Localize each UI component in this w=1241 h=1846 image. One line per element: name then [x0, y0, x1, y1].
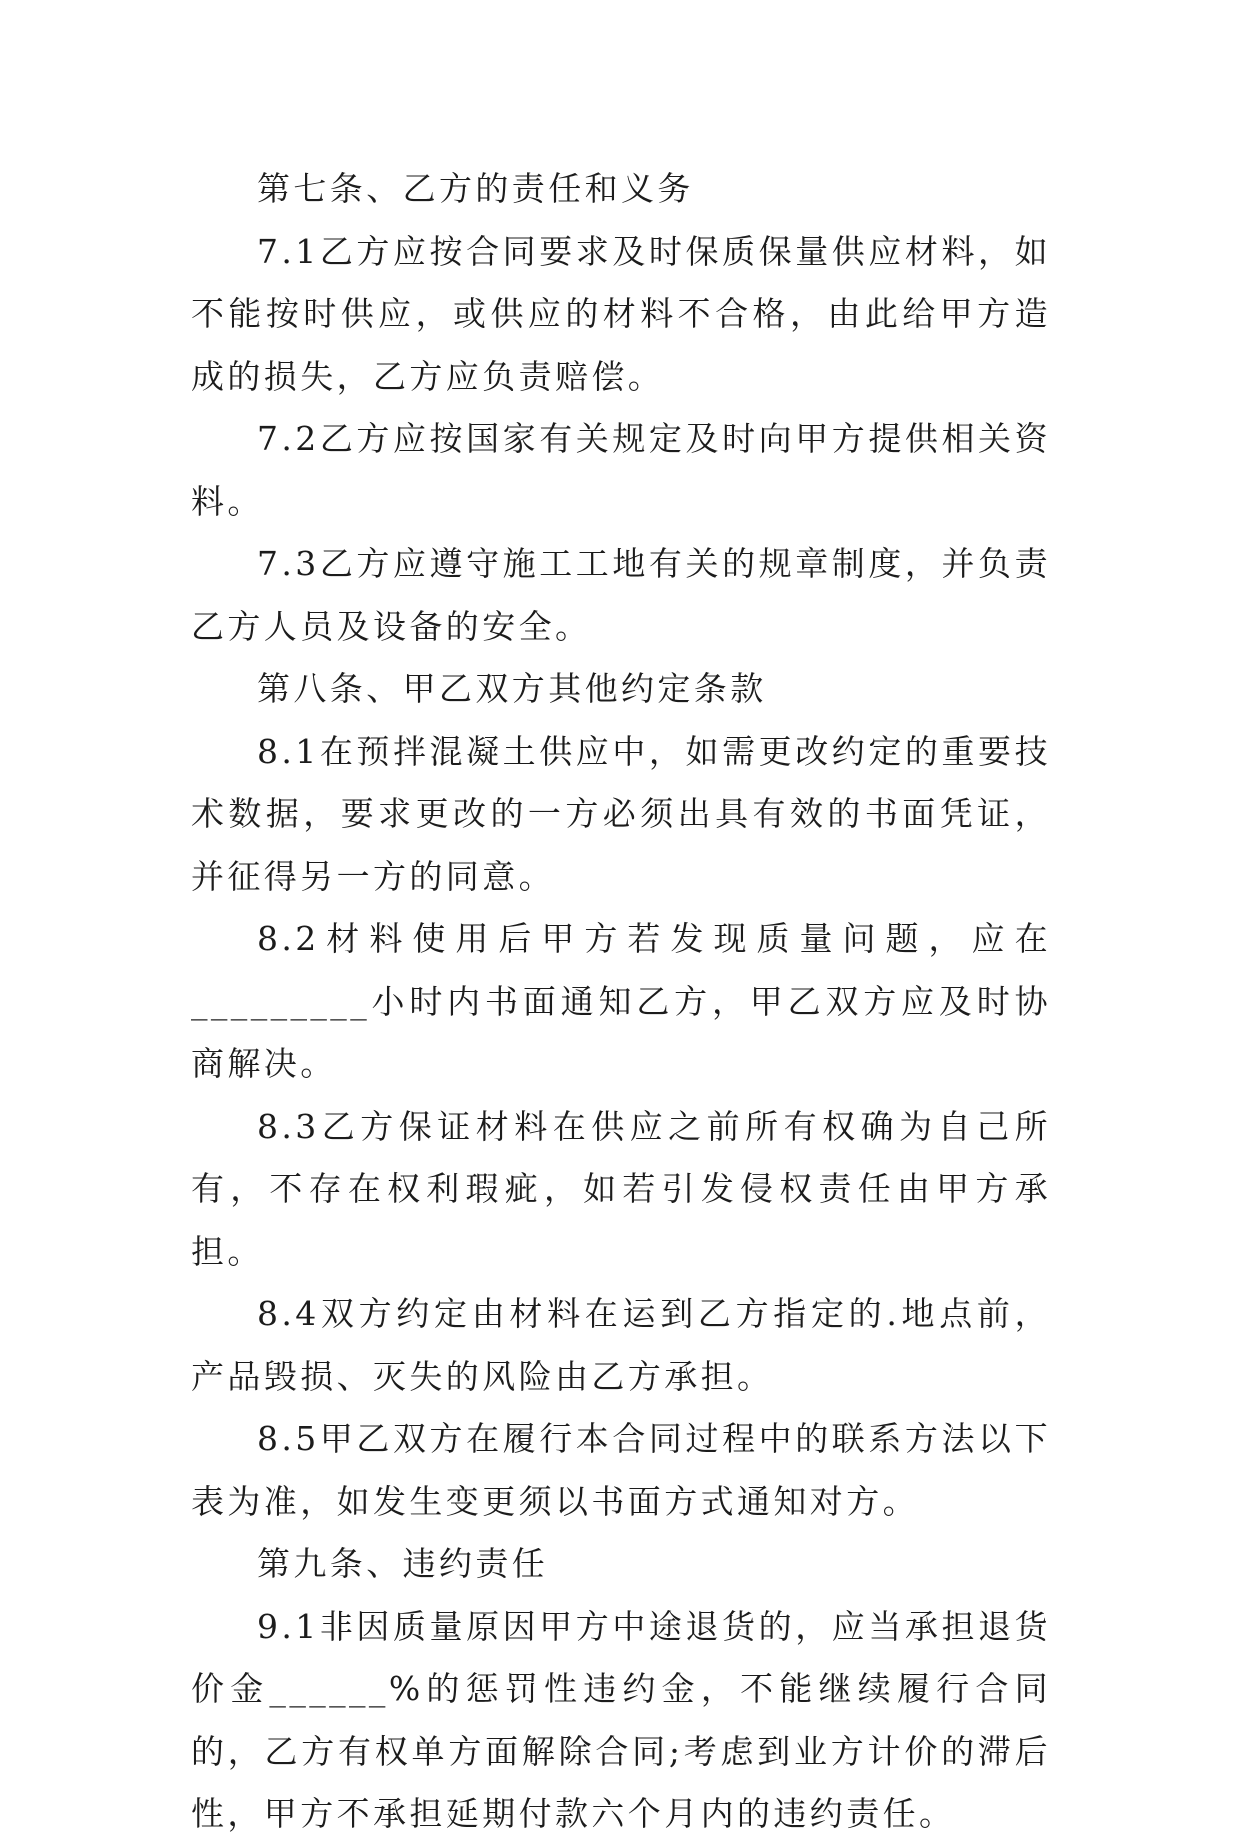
clause-7-2: 7.2乙方应按国家有关规定及时向甲方提供相关资料。	[191, 419, 1051, 521]
clause-8-3: 8.3乙方保证材料在供应之前所有权确为自己所有，不存在权利瑕疵，如若引发侵权责任由甲方承担。	[191, 1106, 1051, 1271]
clause-9-1: 9.1非因质量原因甲方中途退货的，应当承担退货价金______%的惩罚性违约金，不能继续履行合同的，乙方有权单方面解除合同;考虑到业方计价的滞后性，甲方不承担延期付款六个月内的违约责任。	[191, 1606, 1051, 1833]
clause-8-4: 8.4双方约定由材料在运到乙方指定的.地点前，产品毁损、灭失的风险由乙方承担。	[191, 1294, 1051, 1396]
clause-8-2: 8.2材料使用后甲方若发现质量问题，应在_________小时内书面通知乙方，甲乙双方应及时协商解决。	[191, 919, 1051, 1083]
heading-article-8: 第八条、甲乙双方其他约定条款	[257, 669, 767, 708]
clause-8-5: 8.5甲乙双方在履行本合同过程中的联系方法以下表为准，如发生变更须以书面方式通知对方。	[191, 1419, 1051, 1521]
heading-article-7: 第七条、乙方的责任和义务	[257, 169, 694, 208]
clause-8-1: 8.1在预拌混凝土供应中，如需更改约定的重要技术数据，要求更改的一方必须出具有效的书面凭证，并征得另一方的同意。	[191, 731, 1051, 896]
heading-article-9: 第九条、违约责任	[257, 1544, 549, 1583]
document-body	[191, 158, 1051, 1846]
clause-7-3: 7.3乙方应遵守施工工地有关的规章制度，并负责乙方人员及设备的安全。	[191, 544, 1051, 646]
clause-7-1: 7.1乙方应按合同要求及时保质保量供应材料，如不能按时供应，或供应的材料不合格，由此给甲方造成的损失，乙方应负责赔偿。	[191, 231, 1051, 396]
